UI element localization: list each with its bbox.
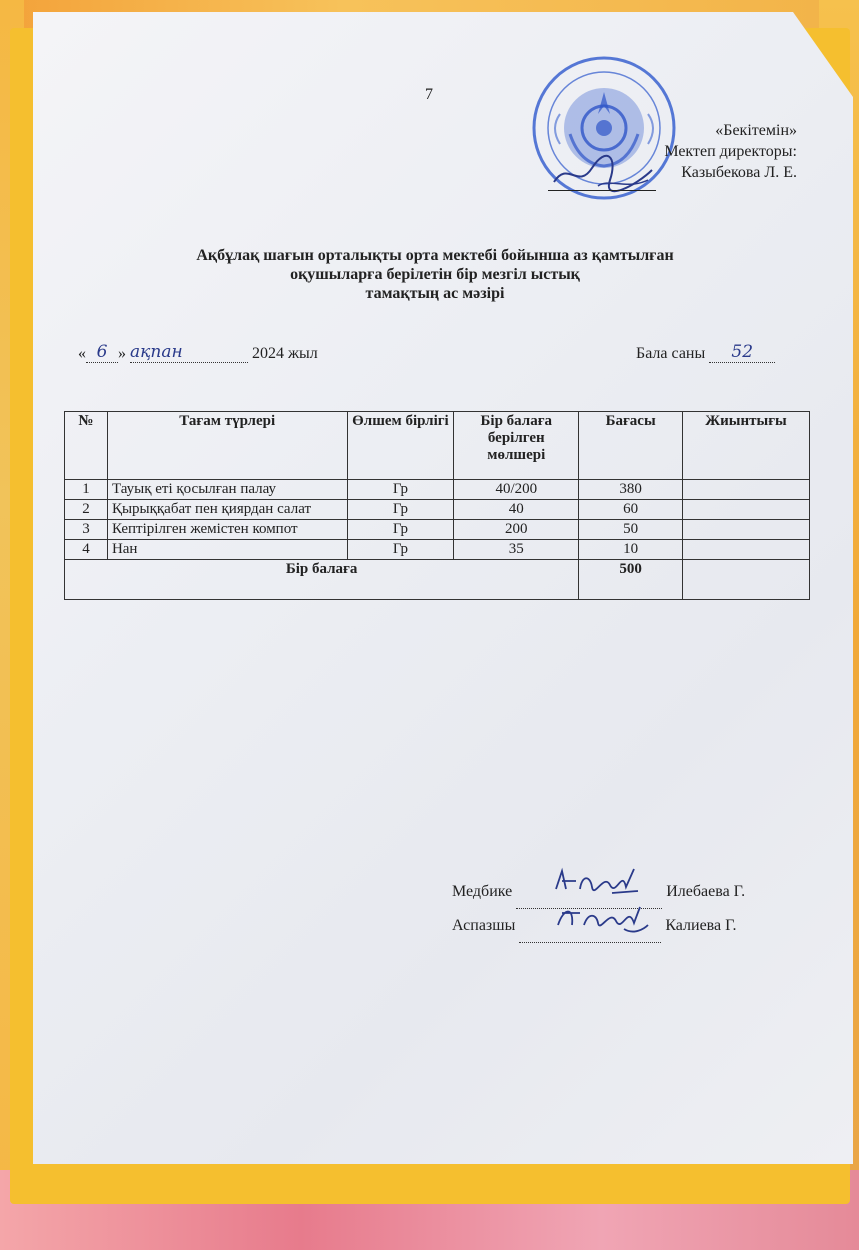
document-title xyxy=(120,246,750,303)
row-dish: Тауық еті қосылған палау xyxy=(107,480,347,500)
table-footer-row xyxy=(65,560,810,600)
signatures-block xyxy=(452,875,745,943)
row-no: 4 xyxy=(65,540,108,560)
row-no: 1 xyxy=(65,480,108,500)
child-count-value: 52 xyxy=(731,342,754,362)
header-total: Жиынтығы xyxy=(683,412,810,480)
approval-line1: «Бекітемін» xyxy=(715,122,797,139)
row-price: 60 xyxy=(579,500,683,520)
header-price: Бағасы xyxy=(579,412,683,480)
child-count-field xyxy=(709,342,775,363)
title-line1: Ақбұлақ шағын орталықты орта мектебі бойынша аз қамтылған xyxy=(196,247,674,264)
row-portion: 40/200 xyxy=(454,480,579,500)
row-portion: 200 xyxy=(454,520,579,540)
row-no: 2 xyxy=(65,500,108,520)
table-header-row xyxy=(65,412,810,480)
row-portion: 40 xyxy=(454,500,579,520)
header-no: № xyxy=(65,412,108,480)
signature-name: Калиева Г. xyxy=(665,917,737,934)
date-month-field xyxy=(130,342,248,363)
row-total xyxy=(683,520,810,540)
menu-table xyxy=(64,411,810,600)
date-day-field xyxy=(86,342,118,363)
row-total xyxy=(683,540,810,560)
footer-total xyxy=(683,560,810,600)
header-dish: Тағам түрлері xyxy=(107,412,347,480)
director-signature-line xyxy=(548,190,656,191)
row-unit: Гр xyxy=(347,500,454,520)
row-dish: Қырыққабат пен қиярдан салат xyxy=(107,500,347,520)
row-unit: Гр xyxy=(347,520,454,540)
row-price: 380 xyxy=(579,480,683,500)
header-portion: Бір балаға берілген мөлшері xyxy=(454,412,579,480)
date-close-quote: » xyxy=(118,345,126,362)
child-count-line xyxy=(636,342,775,363)
cook-signature-icon xyxy=(554,899,650,937)
date-year: 2024 жыл xyxy=(252,345,318,362)
title-line3: тамақтың ас мәзірі xyxy=(365,285,505,302)
date-day: 6 xyxy=(96,342,108,362)
row-total xyxy=(683,500,810,520)
row-portion: 35 xyxy=(454,540,579,560)
row-unit: Гр xyxy=(347,480,454,500)
row-price: 10 xyxy=(579,540,683,560)
approval-line3: Казыбекова Л. Е. xyxy=(681,164,797,181)
approval-line2: Мектеп директоры: xyxy=(664,143,797,160)
title-line2: оқушыларға берілетін бір мезгіл ыстық xyxy=(290,266,580,283)
page-number: 7 xyxy=(425,86,433,103)
row-no: 3 xyxy=(65,520,108,540)
row-unit: Гр xyxy=(347,540,454,560)
child-count-label: Бала саны xyxy=(636,345,706,362)
row-total xyxy=(683,480,810,500)
row-price: 50 xyxy=(579,520,683,540)
signature-role: Медбике xyxy=(452,883,513,900)
signature-row-cook xyxy=(452,909,745,943)
signature-name: Илебаева Г. xyxy=(666,883,746,900)
table-row xyxy=(65,520,810,540)
header-unit: Өлшем бірлігі xyxy=(347,412,454,480)
table-row xyxy=(65,480,810,500)
date-open-quote: « xyxy=(78,345,86,362)
nurse-signature-icon xyxy=(552,865,642,899)
date-line xyxy=(78,342,318,363)
signature-role: Аспазшы xyxy=(452,917,516,934)
date-month: ақпан xyxy=(130,342,183,362)
table-row xyxy=(65,540,810,560)
signature-line xyxy=(519,942,661,943)
row-dish: Нан xyxy=(107,540,347,560)
row-dish: Кептірілген жемістен компот xyxy=(107,520,347,540)
footer-price: 500 xyxy=(579,560,683,600)
footer-label: Бір балаға xyxy=(65,560,579,600)
table-row xyxy=(65,500,810,520)
